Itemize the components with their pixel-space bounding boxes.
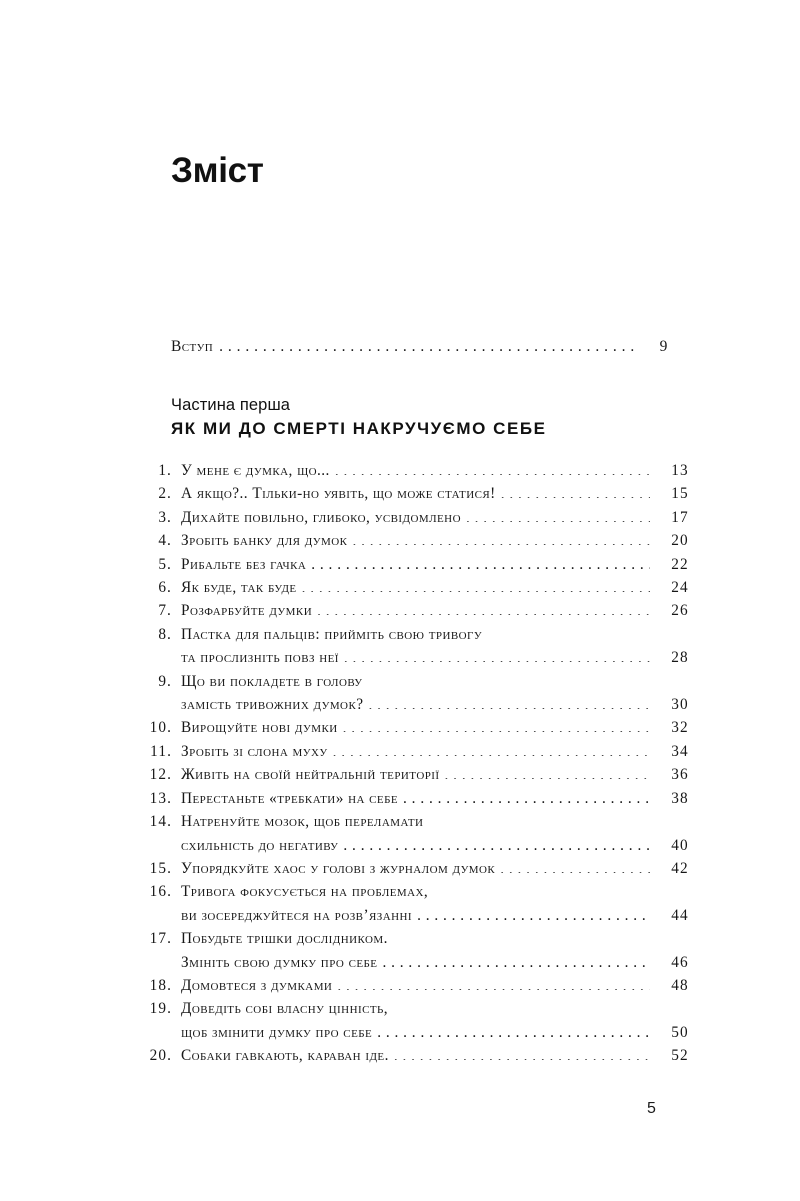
toc-entry-body bbox=[181, 716, 710, 739]
toc-entry-number: 19. bbox=[149, 1000, 172, 1018]
toc-entry-line bbox=[181, 763, 710, 786]
toc-entry-body bbox=[181, 763, 710, 786]
toc-entry-page: 9 bbox=[659, 338, 669, 355]
toc-entry-body bbox=[181, 997, 710, 1044]
toc-entry[interactable] bbox=[135, 553, 710, 576]
toc-entry-title: Упорядкуйте хаос у голові з журналом думок bbox=[181, 859, 496, 877]
toc-entry[interactable] bbox=[135, 576, 710, 599]
toc-entry-line bbox=[181, 623, 710, 646]
toc-entry-page: 44 bbox=[671, 906, 689, 924]
toc-entry-page: 46 bbox=[671, 953, 689, 971]
toc-entry-number: 9. bbox=[158, 672, 172, 690]
toc-entry-number: 15. bbox=[149, 859, 172, 877]
toc-entry-line bbox=[181, 904, 710, 927]
dot-leader bbox=[344, 647, 650, 662]
toc-entry-title: У мене є думка, що... bbox=[181, 462, 330, 479]
toc-entry-title: Зробіть зі слона муху bbox=[181, 742, 328, 760]
toc-entry-title: Вирощуйте нові думки bbox=[181, 719, 338, 737]
toc-entry[interactable] bbox=[135, 482, 710, 505]
toc-entry-line bbox=[181, 553, 710, 576]
toc-entry-line bbox=[181, 576, 710, 599]
toc-entry-number: 2. bbox=[158, 485, 172, 503]
dot-leader bbox=[466, 507, 650, 522]
toc-entry-body bbox=[181, 623, 710, 670]
toc-entry-body bbox=[181, 482, 710, 505]
toc-entry-line bbox=[181, 880, 710, 903]
toc-entry-number: 7. bbox=[158, 602, 172, 620]
toc-entry-body bbox=[181, 553, 710, 576]
toc-entry-number: 4. bbox=[158, 532, 172, 550]
toc-entry-line bbox=[181, 740, 710, 763]
toc-entry-page: 48 bbox=[671, 976, 689, 994]
toc-entry-body bbox=[181, 599, 710, 622]
toc-entry[interactable] bbox=[135, 506, 710, 529]
toc-entry-body bbox=[181, 927, 710, 974]
part-heading bbox=[171, 394, 547, 441]
dot-leader bbox=[394, 1045, 650, 1060]
toc-entry-line bbox=[181, 693, 710, 716]
toc-entry-number: 11. bbox=[150, 742, 172, 760]
toc-entry-title: Що ви покладете в голову bbox=[181, 672, 363, 690]
toc-entry-title: Вступ bbox=[171, 338, 214, 355]
toc-entry-title: Побудьте трішки дослідником. bbox=[181, 930, 388, 948]
toc-entry[interactable] bbox=[135, 787, 710, 810]
toc-entry-body bbox=[181, 740, 710, 763]
toc-entry-line bbox=[181, 927, 710, 950]
dot-leader bbox=[335, 460, 650, 475]
toc-entry-page: 50 bbox=[671, 1023, 689, 1041]
toc-entry-number: 8. bbox=[158, 625, 172, 643]
toc-entry-title: Змініть свою думку про себе bbox=[181, 953, 378, 971]
dot-leader bbox=[337, 975, 650, 990]
toc-entry-title: Тривога фокусується на проблемах, bbox=[181, 883, 429, 901]
toc-entry-number: 18. bbox=[149, 976, 172, 994]
toc-entry[interactable] bbox=[135, 763, 710, 786]
toc-entry-title: Пастка для пальців: прийміть свою тривогу bbox=[181, 625, 483, 643]
toc-entry-title: Дихайте повільно, глибоко, усвідомлено bbox=[181, 508, 461, 526]
toc-entry-body bbox=[181, 974, 710, 997]
toc-entry-page: 38 bbox=[671, 789, 689, 807]
toc-entry[interactable] bbox=[135, 529, 710, 552]
toc-entry-number: 20. bbox=[149, 1047, 172, 1065]
toc-entry-page: 28 bbox=[671, 649, 689, 667]
toc-entry-line bbox=[181, 599, 710, 622]
toc-entry[interactable] bbox=[135, 716, 710, 739]
toc-entry[interactable] bbox=[135, 599, 710, 622]
toc-entry-page: 34 bbox=[671, 742, 689, 760]
toc-entry-number: 1. bbox=[158, 462, 172, 479]
toc-entry[interactable] bbox=[135, 623, 710, 670]
toc-entry-line bbox=[181, 459, 710, 482]
toc-entry-line bbox=[181, 787, 710, 810]
toc-entry-body bbox=[181, 670, 710, 717]
toc-entry-page: 32 bbox=[671, 719, 689, 737]
toc-entry-line bbox=[181, 1021, 710, 1044]
toc-entry-body bbox=[181, 576, 710, 599]
toc-entry-title: Живіть на своїй нейтральній території bbox=[181, 766, 440, 784]
toc-entry-title: Зробіть банку для думок bbox=[181, 532, 348, 550]
toc-entry[interactable] bbox=[135, 880, 710, 927]
toc-entry-number: 5. bbox=[158, 555, 172, 573]
page-number-folio: 5 bbox=[647, 1100, 656, 1117]
toc-entry[interactable] bbox=[135, 974, 710, 997]
toc-entry-body bbox=[181, 529, 710, 552]
toc-entry-number: 10. bbox=[149, 719, 172, 737]
dot-leader bbox=[377, 1021, 650, 1036]
toc-entry-line bbox=[181, 646, 710, 669]
toc-entry-title: схильність до негативу bbox=[181, 836, 339, 854]
dot-leader bbox=[343, 834, 650, 849]
dot-leader bbox=[317, 600, 650, 615]
toc-entry-title: замість тривожних думок? bbox=[181, 696, 364, 714]
toc-entry-line bbox=[181, 1044, 710, 1067]
toc-entry-body bbox=[181, 506, 710, 529]
toc-entry-body bbox=[181, 810, 710, 857]
toc-entry-line bbox=[181, 810, 710, 833]
toc-entry-page: 20 bbox=[671, 532, 689, 550]
toc-entry-title: Рибальте без гачка bbox=[181, 555, 307, 573]
toc-entry-page: 40 bbox=[671, 836, 689, 854]
toc-entry-line bbox=[181, 951, 710, 974]
toc-entry-title: щоб змінити думку про себе bbox=[181, 1023, 373, 1041]
page-title: Зміст bbox=[171, 151, 264, 191]
dot-leader bbox=[302, 577, 650, 592]
toc-entry-line bbox=[181, 670, 710, 693]
toc-entry-line bbox=[181, 716, 710, 739]
toc-entry-title: Як буде, так буде bbox=[181, 579, 297, 597]
toc-entry-title: ви зосереджуйтеся на розв’язанні bbox=[181, 906, 413, 924]
toc-entry-title: Перестаньте «требкати» на себе bbox=[181, 789, 399, 807]
toc-entry-page: 15 bbox=[671, 485, 689, 503]
toc-entry-page: 36 bbox=[671, 766, 689, 784]
toc-entry-body bbox=[181, 1044, 710, 1067]
toc-entry-line bbox=[181, 834, 710, 857]
toc-chapter-list bbox=[135, 459, 710, 1068]
toc-entry-line bbox=[181, 974, 710, 997]
toc-entry-line bbox=[181, 997, 710, 1020]
toc-entry-line bbox=[181, 857, 710, 880]
toc-entry[interactable] bbox=[135, 927, 710, 974]
dot-leader bbox=[343, 717, 650, 732]
dot-leader bbox=[311, 553, 650, 568]
toc-entry-page: 42 bbox=[671, 859, 689, 877]
dot-leader bbox=[403, 787, 650, 802]
toc-entry-page: 30 bbox=[671, 696, 689, 714]
toc-entry[interactable] bbox=[135, 740, 710, 763]
toc-entry-body bbox=[181, 459, 710, 482]
toc-entry-page: 13 bbox=[671, 462, 689, 479]
toc-entry-title: А якщо?.. Тільки-но уявіть, що може статися! bbox=[181, 485, 496, 503]
toc-entry-page: 26 bbox=[671, 602, 689, 620]
toc-entry-line bbox=[181, 506, 710, 529]
dot-leader bbox=[501, 483, 650, 498]
toc-entry-page: 52 bbox=[671, 1047, 689, 1065]
dot-leader bbox=[333, 741, 650, 756]
part-name: ЯК МИ ДО СМЕРТІ НАКРУЧУЄМО СЕБЕ bbox=[171, 419, 547, 439]
toc-entry-body bbox=[181, 787, 710, 810]
toc-entry-title: та прослизніть повз неї bbox=[181, 649, 339, 667]
toc-entry[interactable] bbox=[135, 1044, 710, 1067]
toc-entry-title: Собаки гавкають, караван іде. bbox=[181, 1047, 389, 1065]
toc-entry-number: 13. bbox=[149, 789, 172, 807]
toc-entry-page: 24 bbox=[671, 579, 689, 597]
toc-entry[interactable] bbox=[135, 857, 710, 880]
toc-entry-number: 6. bbox=[158, 579, 172, 597]
dot-leader bbox=[352, 530, 650, 545]
toc-entry-body bbox=[181, 857, 710, 880]
toc-entry-title: Натренуйте мозок, щоб переламати bbox=[181, 813, 424, 831]
dot-leader bbox=[219, 338, 637, 354]
toc-entry-number: 16. bbox=[149, 883, 172, 901]
dot-leader bbox=[382, 951, 650, 966]
toc-entry-number: 12. bbox=[149, 766, 172, 784]
part-label: Частина перша bbox=[171, 396, 291, 414]
toc-entry-intro[interactable] bbox=[171, 338, 691, 356]
toc-entry[interactable] bbox=[135, 459, 710, 482]
toc-entry-page: 22 bbox=[671, 555, 689, 573]
toc-entry-number: 14. bbox=[149, 813, 172, 831]
dot-leader bbox=[417, 904, 650, 919]
toc-entry-number: 17. bbox=[149, 930, 172, 948]
dot-leader bbox=[445, 764, 650, 779]
dot-leader bbox=[500, 858, 650, 873]
toc-entry[interactable] bbox=[135, 810, 710, 857]
toc-entry[interactable] bbox=[135, 670, 710, 717]
toc-entry-number: 3. bbox=[158, 508, 172, 526]
toc-entry-title: Домовтеся з думками bbox=[181, 976, 333, 994]
toc-entry-body bbox=[181, 880, 710, 927]
toc-entry[interactable] bbox=[135, 997, 710, 1044]
toc-entry-title: Розфарбуйте думки bbox=[181, 602, 313, 620]
toc-entry-title: Доведіть собі власну цінність, bbox=[181, 1000, 389, 1018]
toc-entry-page: 17 bbox=[671, 508, 689, 526]
dot-leader bbox=[368, 694, 650, 709]
toc-entry-line bbox=[181, 529, 710, 552]
toc-entry-line bbox=[181, 482, 710, 505]
